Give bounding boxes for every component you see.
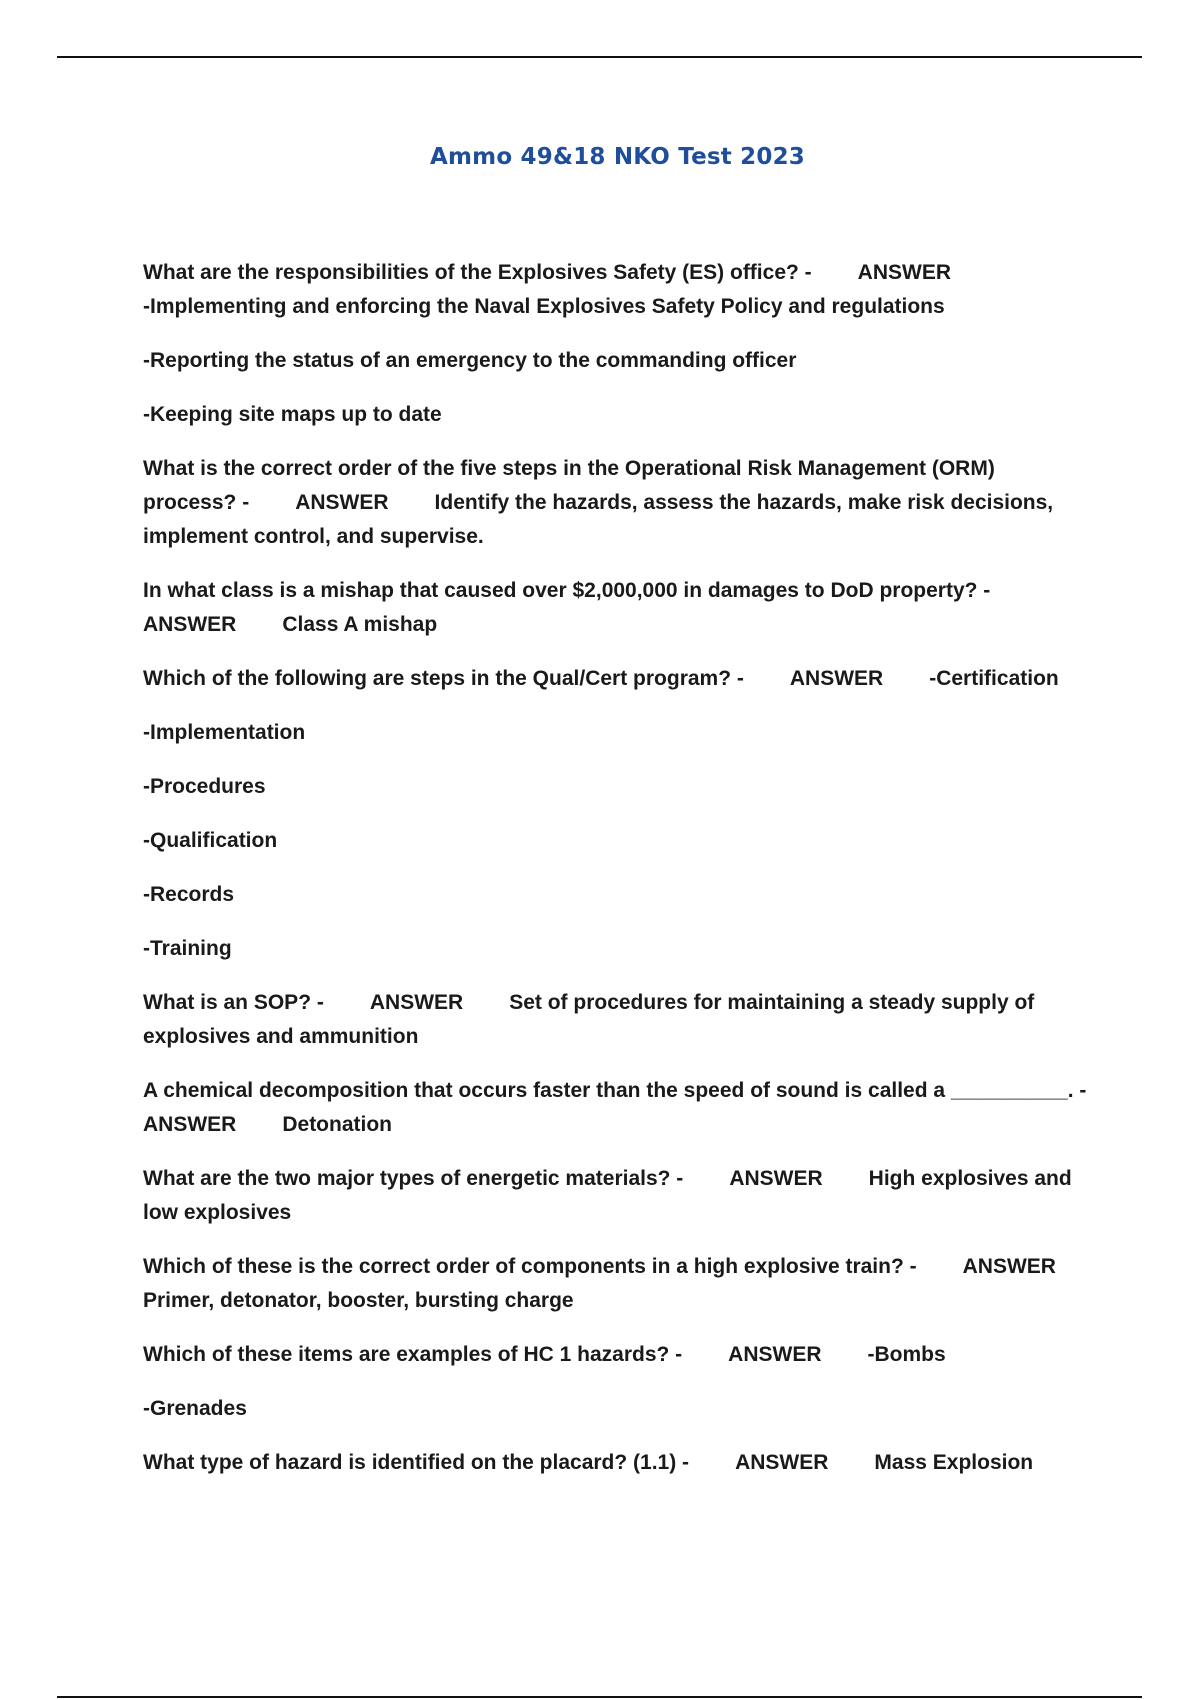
question-9 [143, 1338, 1103, 1372]
document-title: Ammo 49&18 NKO Test 2023 [430, 144, 805, 170]
answer-label: ANSWER [735, 1451, 829, 1474]
document-body [143, 256, 1103, 1500]
answer-item: -Grenades [143, 1397, 247, 1420]
question-text: What are the two major types of energetic materials? - [143, 1167, 684, 1190]
answer-label: ANSWER [143, 1113, 237, 1136]
answer-label: ANSWER [729, 1167, 823, 1190]
answer-label: ANSWER [728, 1343, 822, 1366]
answer-text: Class A mishap [282, 613, 438, 636]
bottom-rule [57, 1696, 1142, 1698]
answer-text: implement control, and supervise. [143, 525, 484, 548]
answer-text: Set of procedures for maintaining a steady supply of [509, 991, 1035, 1014]
answer-text: Identify the hazards, assess the hazards, make risk decisions, [434, 491, 1054, 514]
question-text: A chemical decomposition that occurs faster than the speed of sound is called a __________. - [143, 1079, 1087, 1102]
answer-item: -Procedures [143, 775, 266, 798]
answer-item: -Qualification [143, 829, 278, 852]
answer-text: Detonation [282, 1113, 392, 1136]
question-6 [143, 1074, 1103, 1142]
question-text: Which of these items are examples of HC 1 hazards? - [143, 1343, 683, 1366]
answer-text: -Implementing and enforcing the Naval Explosives Safety Policy and regulations [143, 295, 945, 318]
question-text: In what class is a mishap that caused over $2,000,000 in damages to DoD property? - [143, 579, 991, 602]
question-text: What type of hazard is identified on the placard? (1.1) - [143, 1451, 690, 1474]
answer-label: ANSWER [789, 667, 884, 690]
answer-label: ANSWER [857, 261, 951, 284]
answer-item: -Keeping site maps up to date [143, 403, 442, 426]
question-text: Which of these is the correct order of components in a high explosive train? - [143, 1255, 917, 1278]
question-text: What are the responsibilities of the Explosives Safety (ES) office? - [143, 261, 812, 284]
answer-item: -Training [143, 937, 232, 960]
question-5 [143, 986, 1103, 1054]
question-8 [143, 1250, 1103, 1318]
answer-item: -Implementation [143, 721, 306, 744]
question-text: process? - [143, 491, 250, 514]
question-text: Which of the following are steps in the Qual/Cert program? - [143, 667, 744, 690]
answer-text: explosives and ammunition [143, 1025, 419, 1048]
question-4 [143, 662, 1103, 696]
question-text: What is the correct order of the five steps in the Operational Risk Management (ORM) [143, 457, 995, 480]
question-10 [143, 1446, 1103, 1480]
answer-item: -Reporting the status of an emergency to the commanding officer [143, 349, 797, 372]
answer-label: ANSWER [962, 1255, 1056, 1278]
answer-text: -Bombs [867, 1343, 946, 1366]
question-2 [143, 452, 1103, 554]
question-text: What is an SOP? - [143, 991, 324, 1014]
answer-text: Primer, detonator, booster, bursting charge [143, 1289, 574, 1312]
answer-text: High explosives and [868, 1167, 1072, 1190]
question-7 [143, 1162, 1103, 1230]
answer-item: -Records [143, 883, 235, 906]
answer-text: -Certification [929, 667, 1059, 690]
top-rule [57, 56, 1142, 58]
answer-label: ANSWER [369, 991, 464, 1014]
answer-text: Mass Explosion [874, 1451, 1034, 1474]
answer-label: ANSWER [295, 491, 389, 514]
answer-text: low explosives [143, 1201, 292, 1224]
answer-label: ANSWER [143, 613, 237, 636]
question-3 [143, 574, 1103, 642]
question-1 [143, 256, 1103, 324]
